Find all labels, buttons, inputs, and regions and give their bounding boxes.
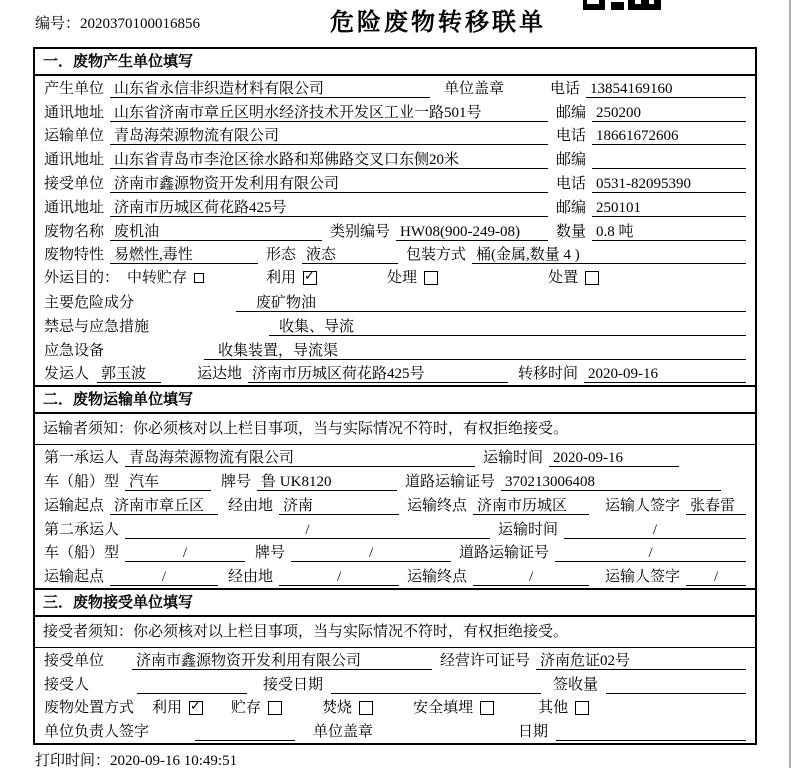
option-label: 贮存	[231, 699, 262, 716]
packing-label: 包装方式	[406, 247, 467, 264]
consignor-label: 发运人	[44, 366, 90, 383]
vehicle1-value: 汽车	[125, 473, 211, 491]
transport-time2-value: /	[564, 521, 746, 539]
destination-label: 运达地	[197, 366, 243, 383]
packing-value: 桶(金属,数量 4 )	[472, 246, 746, 264]
page-edge-line	[789, 0, 791, 768]
option-label: 处置	[548, 270, 579, 287]
origin2-value: /	[110, 568, 218, 586]
checkbox-disposal-landfill	[480, 701, 494, 715]
waste-character-value: 易燃性,毒性	[110, 246, 258, 264]
via1-label: 经由地	[228, 497, 274, 514]
head-signature-row	[35, 720, 755, 744]
producer-label: 产生单位	[44, 80, 105, 97]
waste-name-value: 废机油	[110, 223, 322, 241]
print-time-value: 2020-09-16 10:49:51	[110, 753, 238, 769]
date-label: 日期	[518, 724, 549, 741]
form-label: 形态	[266, 247, 297, 264]
section1-title: 一．废物产生单位填写	[35, 49, 755, 76]
transporter-zip-label: 邮编	[556, 152, 587, 169]
first-carrier-row	[35, 445, 755, 469]
consignor-value: 郭玉波	[97, 365, 161, 383]
acceptor-label: 接受人	[44, 676, 90, 693]
option-label: 安全填埋	[413, 699, 474, 716]
checkbox-dispose	[585, 271, 599, 285]
producer-phone-label: 电话	[550, 80, 581, 97]
option-label: 利用	[266, 270, 297, 287]
transporter-phone-label: 电话	[556, 128, 587, 145]
sign1-value: 张春雷	[686, 497, 746, 515]
accept-date-label: 接受日期	[263, 676, 324, 693]
license1-label: 道路运输证号	[405, 473, 496, 490]
consignor-row	[35, 362, 755, 386]
received-qty-label: 签收量	[553, 676, 599, 693]
license1-value: 370213006408	[501, 473, 721, 491]
option-label: 其他	[538, 699, 569, 716]
purpose-row	[35, 266, 755, 290]
producer-row	[35, 76, 755, 100]
receiver-row	[35, 171, 755, 195]
acceptor-value	[137, 676, 247, 694]
checkbox-utilize	[303, 271, 317, 285]
vehicle2-label: 车（船）型	[44, 545, 120, 562]
accept-unit-value: 济南市鑫源物资开发利用有限公司	[132, 652, 432, 670]
first-carrier-label: 第一承运人	[44, 450, 120, 467]
via2-label: 经由地	[228, 569, 274, 586]
receiver-address-row	[35, 195, 755, 219]
receiver-address-value: 济南市历城区荷花路425号	[110, 199, 548, 217]
page-title: 危险废物转移联单	[330, 10, 546, 36]
accept-unit-label: 接受单位	[44, 652, 105, 669]
transport-time2-label: 运输时间	[498, 521, 559, 538]
disposal-option-utilize	[152, 699, 203, 717]
transporter-address-value: 山东省青岛市李沧区徐水路和郑佛路交叉口东侧20米	[110, 151, 548, 169]
transporter-row	[35, 124, 755, 148]
permit-value: 济南危证02号	[536, 652, 746, 670]
via2-value: /	[279, 568, 399, 586]
second-carrier-label: 第二承运人	[44, 521, 120, 538]
category-value: HW08(900-249-08)	[396, 223, 548, 241]
hazard-label: 主要危险成分	[44, 294, 135, 311]
hazard-row	[35, 290, 755, 314]
sign2-value: /	[686, 568, 746, 586]
route1-row	[35, 493, 755, 517]
end1-value: 济南市历城区	[473, 497, 589, 515]
plate1-label: 牌号	[221, 473, 252, 490]
disposal-label: 废物处置方式	[44, 699, 135, 716]
purpose-option-transfer-storage	[127, 269, 204, 287]
producer-zip-label: 邮编	[556, 104, 587, 121]
serial-label: 编号：	[35, 16, 81, 32]
receiver-address-label: 通讯地址	[44, 199, 105, 216]
destination-value: 济南市历城区荷花路425号	[248, 365, 508, 383]
first-carrier-value: 青岛海荣源物流有限公司	[125, 449, 475, 467]
second-carrier-row	[35, 517, 755, 541]
serial-value: 2020370100016856	[80, 16, 201, 32]
taboo-label: 禁忌与应急措施	[44, 318, 150, 335]
purpose-option-dispose	[548, 269, 599, 287]
print-time-label: 打印时间：	[35, 753, 111, 769]
taboo-value: 收集、导流	[269, 318, 746, 336]
date-value	[556, 723, 746, 741]
route2-row	[35, 564, 755, 588]
purpose-label: 外运目的：	[44, 270, 120, 287]
category-label: 类别编号	[330, 223, 391, 240]
producer-phone-value: 13854169160	[586, 80, 746, 98]
print-time	[35, 749, 237, 770]
taboo-row	[35, 314, 755, 338]
producer-address-label: 通讯地址	[44, 104, 105, 121]
accept-unit-row	[35, 648, 755, 672]
manifest-table	[33, 47, 757, 745]
cropped-qr-stamp-icon	[583, 0, 661, 11]
purpose-option-utilize	[266, 269, 317, 287]
producer-address-row	[35, 100, 755, 124]
disposal-option-landfill	[413, 699, 494, 717]
transporter-zip-value	[592, 151, 746, 169]
checkbox-disposal-storage	[268, 701, 282, 715]
waste-name-label: 废物名称	[44, 223, 105, 240]
checkbox-transfer-storage	[194, 273, 204, 283]
transporter-address-row	[35, 147, 755, 171]
producer-zip-value: 250200	[592, 104, 746, 122]
end2-label: 运输终点	[407, 569, 468, 586]
plate2-label: 牌号	[255, 545, 286, 562]
form-value: 液态	[302, 246, 398, 264]
transport-time1-value: 2020-09-16	[549, 449, 679, 467]
section2-title: 二．废物运输单位填写	[35, 385, 755, 414]
vehicle1-label: 车（船）型	[44, 473, 120, 490]
waste-character-row	[35, 243, 755, 267]
license2-label: 道路运输证号	[459, 545, 550, 562]
vehicle2-row	[35, 541, 755, 565]
receiver-label: 接受单位	[44, 175, 105, 192]
transfer-date-label: 转移时间	[518, 366, 579, 383]
disposal-row	[35, 696, 755, 720]
disposal-option-other	[538, 699, 589, 717]
section2-notice: 运输者须知：你必须核对以上栏目事项，当与实际情况不符时，有权拒绝接受。	[35, 414, 755, 445]
disposal-option-incinerate	[322, 699, 373, 717]
plate2-value: /	[291, 544, 451, 562]
sign2-label: 运输人签字	[605, 569, 681, 586]
license2-value: /	[555, 544, 746, 562]
receiver-phone-label: 电话	[556, 175, 587, 192]
receiver-value: 济南市鑫源物资开发利用有限公司	[110, 175, 548, 193]
checkbox-disposal-incinerate	[359, 701, 373, 715]
transporter-phone-value: 18661672606	[592, 127, 746, 145]
section3-notice: 接受者须知：你必须核对以上栏目事项，当与实际情况不符时，有权拒绝接受。	[35, 617, 755, 648]
end1-label: 运输终点	[407, 497, 468, 514]
unit-seal-label: 单位盖章	[444, 80, 505, 97]
transporter-value: 青岛海荣源物流有限公司	[110, 127, 548, 145]
disposal-option-storage	[231, 699, 282, 717]
transporter-label: 运输单位	[44, 128, 105, 145]
transfer-date-value: 2020-09-16	[584, 365, 746, 383]
equipment-label: 应急设备	[44, 342, 105, 359]
option-label: 利用	[152, 699, 183, 716]
waste-character-label: 废物特性	[44, 247, 105, 264]
receiver-zip-value: 250101	[592, 199, 746, 217]
checkbox-disposal-other	[575, 701, 589, 715]
sign1-label: 运输人签字	[605, 497, 681, 514]
option-label: 焚烧	[322, 699, 353, 716]
unit-seal-label-2: 单位盖章	[313, 724, 374, 741]
transporter-address-label: 通讯地址	[44, 152, 105, 169]
option-label: 处理	[387, 270, 418, 287]
producer-value: 山东省永信非织造材料有限公司	[110, 80, 430, 98]
head-sign-value	[195, 723, 295, 741]
quantity-label: 数量	[556, 223, 587, 240]
hazard-value: 废矿物油	[236, 294, 746, 312]
equipment-value: 收集装置，导流渠	[204, 342, 746, 360]
via1-value: 济南	[279, 497, 399, 515]
end2-value: /	[473, 568, 589, 586]
origin2-label: 运输起点	[44, 569, 105, 586]
checkbox-treat	[424, 271, 438, 285]
second-carrier-value: /	[125, 521, 490, 539]
vehicle2-value: /	[125, 544, 245, 562]
producer-address-value: 山东省济南市章丘区明水经济技术开发区工业一路501号	[110, 104, 548, 122]
vehicle1-row	[35, 469, 755, 493]
serial-number	[35, 12, 200, 33]
origin1-label: 运输起点	[44, 497, 105, 514]
quantity-value: 0.8 吨	[592, 223, 746, 241]
transport-time1-label: 运输时间	[483, 450, 544, 467]
received-qty-value	[606, 676, 746, 694]
plate1-value: 鲁 UK8120	[257, 473, 397, 491]
receiver-zip-label: 邮编	[556, 199, 587, 216]
receiver-phone-value: 0531-82095390	[592, 175, 746, 193]
origin1-value: 济南市章丘区	[110, 497, 218, 515]
waste-name-row	[35, 219, 755, 243]
section3-title: 三．废物接受单位填写	[35, 588, 755, 617]
purpose-option-treat	[387, 269, 438, 287]
option-label: 中转贮存	[127, 270, 188, 287]
acceptor-row	[35, 672, 755, 696]
equipment-row	[35, 338, 755, 362]
head-sign-label: 单位负责人签字	[44, 724, 150, 741]
permit-label: 经营许可证号	[440, 652, 531, 669]
accept-date-value	[331, 676, 541, 694]
checkbox-disposal-utilize	[189, 701, 203, 715]
